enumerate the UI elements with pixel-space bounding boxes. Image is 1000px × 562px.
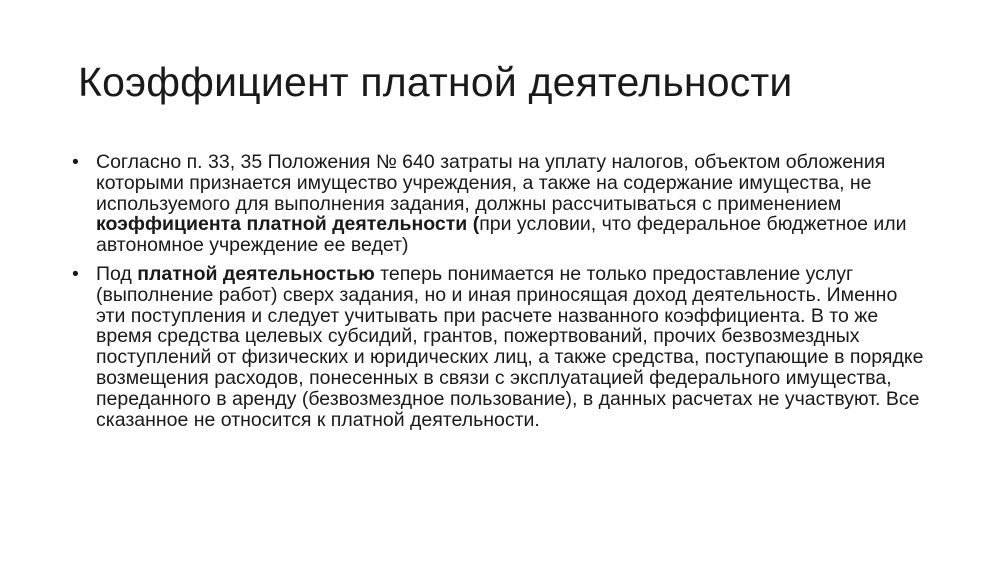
- bullet-text-segment: при условии, что федеральное бюджетное или автономное учреждение ее ведет): [96, 213, 907, 257]
- slide-title: Коэффициент платной деятельности: [78, 59, 793, 105]
- bullet-text-segment: Согласно п. 33, 35 Положения № 640 затраты на уплату налогов, объектом обложения которыми признается имущество учреждения, а также на содержание имущества, не используемого для выполнения задания, должны рассчитываться с применением: [96, 151, 886, 215]
- bullet-text: [96, 263, 923, 431]
- bullet-bold-term: коэффициента платной деятельности (: [96, 213, 480, 236]
- bullet-marker: •: [72, 151, 79, 173]
- bullet-text-segment: теперь понимается не только предоставление услуг (выполнение работ) сверх задания, но и иная приносящая доход деятельность. Именно эти поступления и следует учитывать при расчете названного коэффициента. В то же время средства целевых субсидий, грантов, пожертвований, прочих безвозмездных поступлений от физических и юридических лиц, а также средства, поступающие в порядке возмещения расходов, понесенных в связи с эксплуатацией федерального имущества, переданного в аренду (безвозмездное пользование), в данных расчетах не участвуют. Все сказанное не относится к платной деятельности.: [96, 262, 924, 431]
- bullet-bold-term: платной деятельностью: [137, 262, 375, 285]
- bullet-marker: •: [72, 262, 79, 285]
- bullet-item: [72, 152, 927, 256]
- bullet-text: [96, 151, 907, 256]
- bullet-text-segment: Под: [96, 262, 138, 285]
- bullet-list: [72, 152, 927, 438]
- bullet-item: [72, 264, 927, 430]
